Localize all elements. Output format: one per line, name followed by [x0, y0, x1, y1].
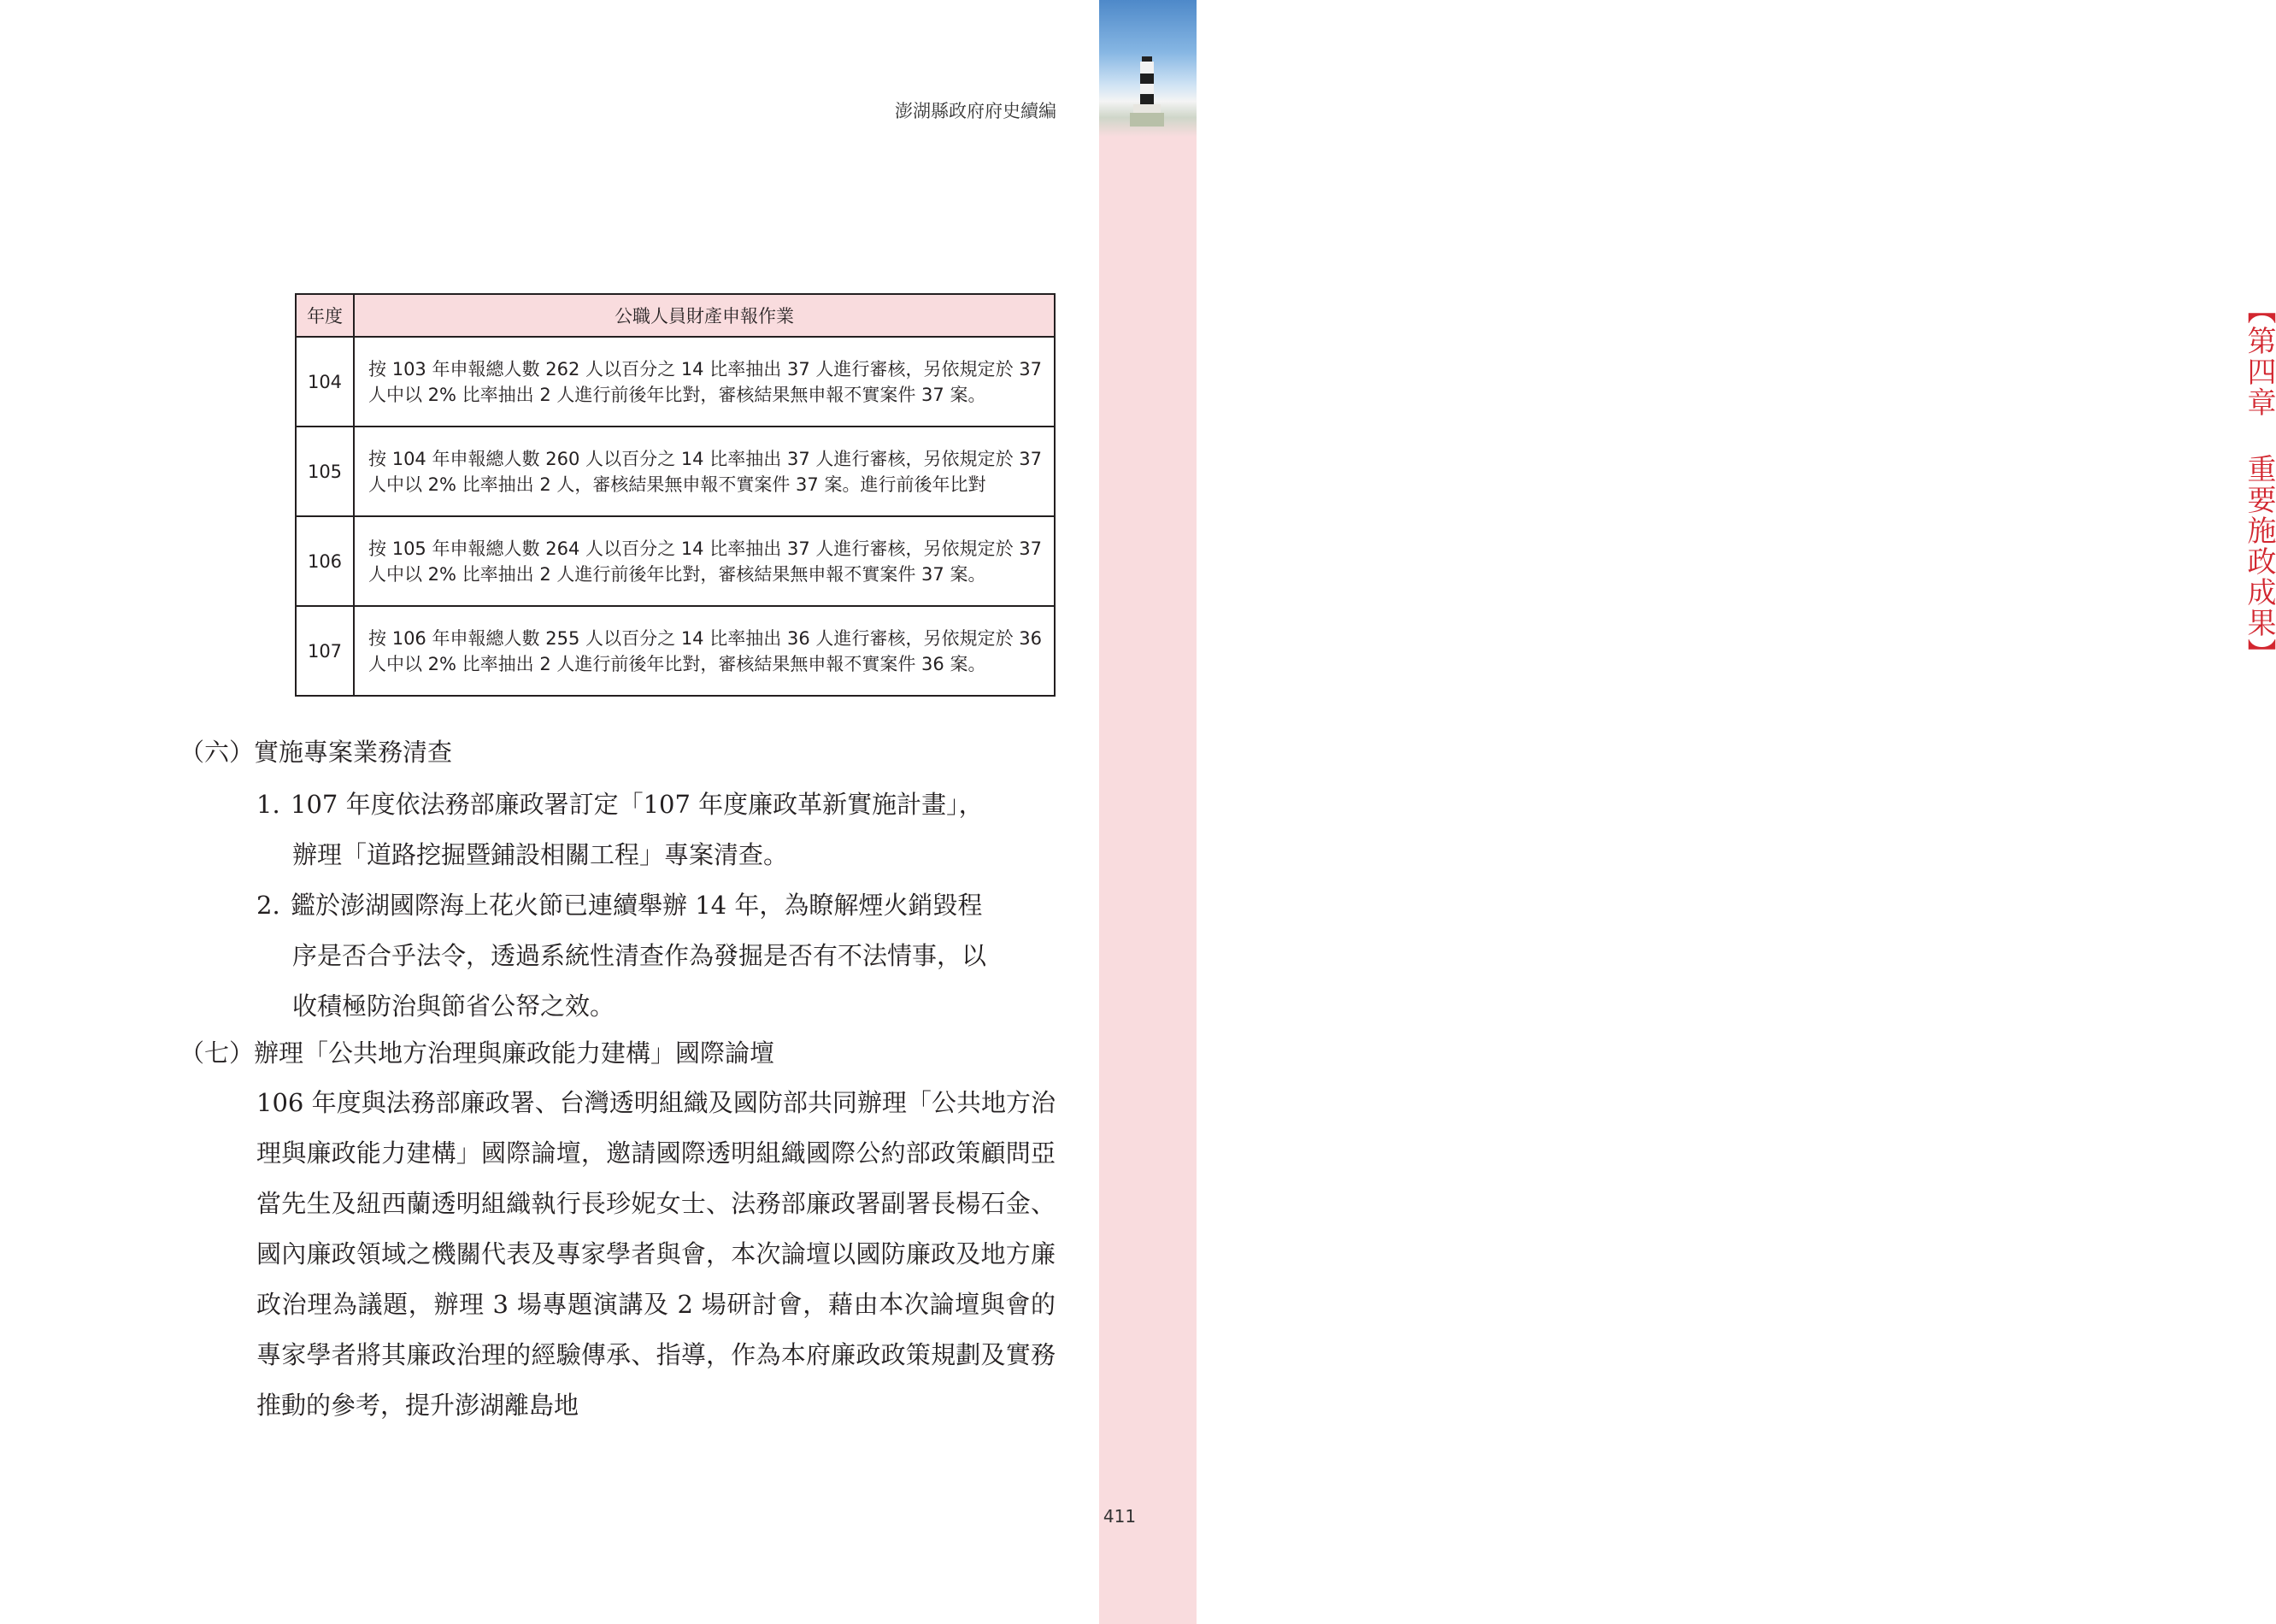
table-row [296, 606, 1055, 696]
table-cell-description: 按 106 年申報總人數 255 人以百分之 14 比率抽出 36 人進行審核，另依規定於 36 人中以 2% 比率抽出 2 人進行前後年比對，審核結果無申報不實案件 36 案。 [354, 606, 1055, 696]
lighthouse-icon [1130, 50, 1164, 127]
table-row [296, 427, 1055, 516]
list-item [256, 880, 1060, 1032]
list-item-text: 收積極防治與節省公帑之效。 [292, 991, 615, 1021]
page-number: 411 [1103, 1506, 1137, 1527]
table-cell-year: 104 [296, 337, 354, 427]
section-heading-seven: （七）辦理「公共地方治理與廉政能力建構」國際論壇 [179, 1039, 775, 1068]
table-cell-year: 105 [296, 427, 354, 516]
table-cell-year: 106 [296, 516, 354, 606]
table-row [296, 337, 1055, 427]
table-cell-year: 107 [296, 606, 354, 696]
lighthouse-photo [1099, 0, 1197, 137]
list-item-text: 107 年度依法務部廉政署訂定「107 年度廉政革新實施計畫」， [291, 790, 984, 819]
list-item [256, 780, 1060, 880]
chapter-sidebar [1099, 0, 2276, 1624]
table-row [296, 516, 1055, 606]
list-item-number: 2. [256, 891, 280, 920]
column-header-year: 年度 [296, 294, 354, 337]
table-cell-description: 按 103 年申報總人數 262 人以百分之 14 比率抽出 37 人進行審核，另依規定於 37 人中以 2% 比率抽出 2 人進行前後年比對，審核結果無申報不實案件 37 案。 [354, 337, 1055, 427]
declaration-table [295, 293, 1056, 697]
table-header-row [296, 294, 1055, 337]
body-paragraph: 106 年度與法務部廉政署、台灣透明組織及國防部共同辦理「公共地方治理與廉政能力建構」國際論壇，邀請國際透明組織國際公約部政策顧問亞當先生及紐西蘭透明組織執行長珍妮女士、法務部廉政署副署長楊石金、國內廉政領域之機關代表及專家學者與會，本次論壇以國防廉政及地方廉政治理為議題，辦理 3 場專題演講及 2 場研討會，藉由本次論壇與會的專家學者將其廉政治理的經驗傳承、指導，作為本府廉政政策規劃及實務推動的參考，提升澎湖離島地 [256, 1088, 1056, 1420]
list-item-number: 1. [256, 790, 280, 819]
list-item-text: 鑑於澎湖國際海上花火節已連續舉辦 14 年，為瞭解煙火銷毀程 [291, 891, 983, 920]
table-cell-description: 按 105 年申報總人數 264 人以百分之 14 比率抽出 37 人進行審核，另依規定於 37 人中以 2% 比率抽出 2 人進行前後年比對，審核結果無申報不實案件 37 案。 [354, 516, 1055, 606]
list-item-text: 辦理「道路挖掘暨鋪設相關工程」專案清查。 [292, 840, 789, 869]
table-cell-description: 按 104 年申報總人數 260 人以百分之 14 比率抽出 37 人進行審核，另依規定於 37 人中以 2% 比率抽出 2 人，審核結果無申報不實案件 37 案。進行前後年比對 [354, 427, 1055, 516]
list-item-text: 序是否合乎法令，透過系統性清查作為發掘是否有不法情事，以 [292, 941, 987, 970]
chapter-tab: 【第四章 重要施政成果】 [2242, 295, 2276, 669]
running-header: 澎湖縣政府府史續編 [895, 101, 1056, 121]
column-header-description: 公職人員財產申報作業 [354, 294, 1055, 337]
section-heading-six: （六）實施專案業務清查 [179, 738, 453, 767]
